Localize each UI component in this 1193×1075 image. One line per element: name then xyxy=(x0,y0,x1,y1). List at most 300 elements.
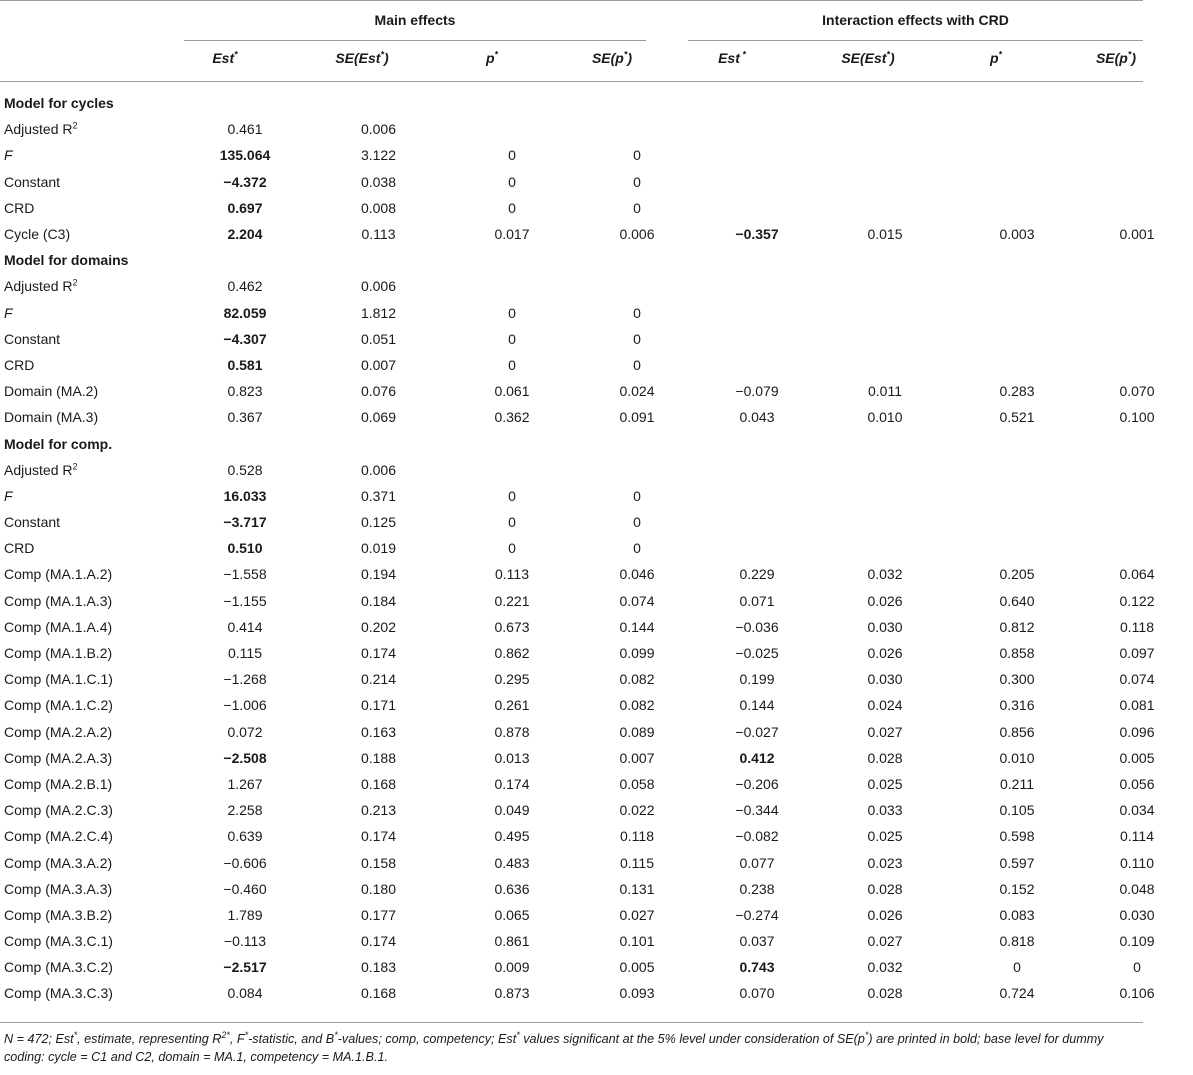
table-row xyxy=(0,300,1193,326)
cell-value: −2.517 xyxy=(223,959,267,976)
row-label xyxy=(0,849,180,875)
cell-value: 0.856 xyxy=(999,723,1035,740)
cell-value: 0.144 xyxy=(739,697,775,714)
cell-value: 0.025 xyxy=(867,828,903,845)
cell-value: 0.049 xyxy=(494,802,530,819)
table-row xyxy=(0,902,1193,928)
group-main-rule xyxy=(184,40,646,41)
cell-value: 0.823 xyxy=(227,383,263,400)
cell-value: 0.214 xyxy=(360,671,397,688)
cell-value: 0.812 xyxy=(999,618,1035,635)
cell-value xyxy=(697,457,817,483)
cell-value: 0.205 xyxy=(999,566,1035,583)
col-p-int: p* xyxy=(989,49,1003,66)
cell-value xyxy=(697,116,817,142)
cell-value: 0.097 xyxy=(1119,645,1155,662)
cell-value: 0.862 xyxy=(494,645,530,662)
cell-value: 0.048 xyxy=(1119,880,1155,897)
row-label-text: Comp (MA.3.A.3) xyxy=(4,880,113,897)
row-label-text: Comp (MA.2.C.4) xyxy=(4,828,113,845)
row-label-text: Constant xyxy=(4,330,61,347)
cell-value: 0.114 xyxy=(1120,828,1154,845)
cell-value: 0.639 xyxy=(227,828,263,845)
cell-value: 0.177 xyxy=(360,906,397,923)
col-se-est-main: SE(Est*) xyxy=(335,49,389,66)
cell-value xyxy=(817,535,953,561)
cell-value: 0.697 xyxy=(227,199,263,216)
cell-value xyxy=(697,326,817,352)
cell-value: 0.168 xyxy=(360,775,397,792)
table-row xyxy=(0,692,1193,718)
cell-value: −1.155 xyxy=(223,592,267,609)
row-label xyxy=(0,928,180,954)
cell-value xyxy=(953,142,1081,168)
cell-value: 0.188 xyxy=(360,749,397,766)
cell-value: 0.861 xyxy=(494,933,530,950)
cell-value: 135.064 xyxy=(219,147,271,164)
table-row xyxy=(0,142,1193,168)
cell-value: 0.006 xyxy=(619,226,655,243)
cell-value: 0.673 xyxy=(494,618,530,635)
cell-value: 0.183 xyxy=(360,959,397,976)
cell-value: 2.204 xyxy=(227,226,263,243)
cell-value xyxy=(817,116,953,142)
table-row xyxy=(0,849,1193,875)
section-row xyxy=(0,430,1193,456)
row-label xyxy=(0,378,180,404)
col-se-p-int: SE(p*) xyxy=(1095,49,1137,66)
cell-value: 0.019 xyxy=(360,540,397,557)
cell-value: 0 xyxy=(633,199,641,216)
cell-value: 0.118 xyxy=(1120,618,1154,635)
cell-value: 0.026 xyxy=(867,645,903,662)
row-label-text: F xyxy=(4,304,13,321)
cell-value: 0.023 xyxy=(867,854,903,871)
row-label xyxy=(0,954,180,980)
row-label-text: CRD xyxy=(4,540,35,557)
cell-value xyxy=(1081,169,1193,195)
cell-value xyxy=(1081,352,1193,378)
cell-value: 0.093 xyxy=(619,985,655,1002)
cell-value: 82.059 xyxy=(223,304,267,321)
table-row xyxy=(0,797,1193,823)
cell-value xyxy=(697,509,817,535)
cell-value: −0.025 xyxy=(735,645,779,662)
cell-value: 0.171 xyxy=(360,697,397,714)
row-label-text: Comp (MA.3.C.2) xyxy=(4,959,113,976)
table-row xyxy=(0,273,1193,299)
row-label xyxy=(0,221,180,247)
table-row xyxy=(0,457,1193,483)
cell-value: 0.597 xyxy=(999,854,1035,871)
cell-value: 0.636 xyxy=(494,880,530,897)
cell-value: 0.528 xyxy=(227,461,263,478)
cell-value: 0.006 xyxy=(360,278,397,295)
row-label-sup: 2 xyxy=(72,277,78,288)
row-label-sup: 2 xyxy=(72,120,78,131)
cell-value: −0.357 xyxy=(735,226,779,243)
cell-value: 0.027 xyxy=(619,906,655,923)
table-row xyxy=(0,666,1193,692)
cell-value: 0 xyxy=(633,173,641,190)
table-row xyxy=(0,771,1193,797)
col-se-est-int: SE(Est*) xyxy=(841,49,895,66)
cell-value: 0.076 xyxy=(360,383,397,400)
cell-value: 0.084 xyxy=(227,985,263,1002)
table-footnote: N = 472; Est*, estimate, representing $R^{2*}$, F*-statistic, and B*-values; comp, competency; Est* values significant at the 5% level under consideration of SE(p*) are printed in bold; base level for dummy coding: cycle = C1 and C2, domain = MA.1, competency = MA.1.B.1. xyxy=(4,1029,1104,1064)
cell-value: 0.091 xyxy=(619,409,655,426)
row-label xyxy=(0,195,180,221)
cell-value: 0.118 xyxy=(620,828,654,845)
cell-value: 0.174 xyxy=(360,828,397,845)
row-label-text: Cycle (C3) xyxy=(4,226,71,243)
table-row xyxy=(0,954,1193,980)
cell-value: 0.017 xyxy=(494,226,530,243)
cell-value xyxy=(447,116,577,142)
cell-value: 0.174 xyxy=(494,775,530,792)
cell-value: −0.079 xyxy=(735,383,779,400)
cell-value: −0.082 xyxy=(735,828,779,845)
cell-value: −0.274 xyxy=(735,906,779,923)
cell-value xyxy=(1081,509,1193,535)
cell-value: 0.412 xyxy=(739,749,775,766)
cell-value xyxy=(953,300,1081,326)
cell-value: 0.074 xyxy=(619,592,655,609)
cell-value: 0.069 xyxy=(360,409,397,426)
cell-value: 0.082 xyxy=(619,671,655,688)
cell-value: 0.010 xyxy=(999,749,1035,766)
cell-value: 0.873 xyxy=(494,985,530,1002)
cell-value xyxy=(817,352,953,378)
group-main-effects: Main effects xyxy=(374,12,456,28)
cell-value: 0 xyxy=(633,487,641,504)
row-label xyxy=(0,797,180,823)
row-label-text: CRD xyxy=(4,199,35,216)
table-row xyxy=(0,378,1193,404)
cell-value: 0.283 xyxy=(999,383,1035,400)
table-row xyxy=(0,561,1193,587)
row-label-text: Comp (MA.1.B.2) xyxy=(4,645,113,662)
cell-value: 0 xyxy=(508,514,516,531)
col-p-main: p* xyxy=(485,49,499,66)
cell-value: 0.462 xyxy=(227,278,263,295)
cell-value xyxy=(447,457,577,483)
col-se-p-main: SE(p*) xyxy=(591,49,633,66)
cell-value xyxy=(697,142,817,168)
cell-value: 0.037 xyxy=(739,933,775,950)
cell-value: 0.001 xyxy=(1119,226,1155,243)
row-label xyxy=(0,876,180,902)
cell-value xyxy=(1081,535,1193,561)
row-label-text: Comp (MA.1.A.2) xyxy=(4,566,113,583)
cell-value: 0.061 xyxy=(494,383,530,400)
table-row xyxy=(0,352,1193,378)
row-label-text: Comp (MA.2.A.2) xyxy=(4,723,113,740)
cell-value: 0.174 xyxy=(360,645,397,662)
group-interaction-effects: Interaction effects with CRD xyxy=(822,12,1009,28)
row-label xyxy=(0,142,180,168)
cell-value: 0.028 xyxy=(867,749,903,766)
row-label xyxy=(0,457,180,483)
cell-value: 0.011 xyxy=(868,383,902,400)
cell-value xyxy=(817,326,953,352)
row-label xyxy=(0,483,180,509)
row-label-text: Domain (MA.2) xyxy=(4,383,99,400)
cell-value: 0.105 xyxy=(999,802,1035,819)
row-label xyxy=(0,980,180,1006)
cell-value xyxy=(817,509,953,535)
row-label xyxy=(0,666,180,692)
cell-value: 0.007 xyxy=(360,356,397,373)
cell-value: 0 xyxy=(633,514,641,531)
cell-value: 0.024 xyxy=(867,697,903,714)
row-label-text: F xyxy=(4,147,13,164)
cell-value xyxy=(1081,326,1193,352)
cell-value: −2.508 xyxy=(223,749,267,766)
cell-value: 0.051 xyxy=(360,330,397,347)
cell-value: 0.077 xyxy=(739,854,775,871)
results-table xyxy=(0,90,1193,1007)
row-label-text: Comp (MA.2.B.1) xyxy=(4,775,113,792)
cell-value: 0.006 xyxy=(360,461,397,478)
cell-value: 0.211 xyxy=(1000,775,1034,792)
cell-value xyxy=(953,273,1081,299)
cell-value: 0.030 xyxy=(867,671,903,688)
table-row xyxy=(0,745,1193,771)
cell-value: 0.003 xyxy=(999,226,1035,243)
cell-value: 0.144 xyxy=(619,618,655,635)
cell-value: 0 xyxy=(1133,959,1141,976)
bottom-rule xyxy=(0,1022,1143,1023)
cell-value: 0.064 xyxy=(1119,566,1155,583)
cell-value: 0.168 xyxy=(360,985,397,1002)
section-title: Model for domains xyxy=(4,252,129,269)
row-label xyxy=(0,614,180,640)
cell-value: 0 xyxy=(508,199,516,216)
row-label xyxy=(0,719,180,745)
cell-value xyxy=(1081,116,1193,142)
cell-value: 0.109 xyxy=(1119,933,1155,950)
row-label xyxy=(0,902,180,928)
cell-value xyxy=(697,300,817,326)
row-label-text: Comp (MA.1.C.1) xyxy=(4,671,113,688)
cell-value: 0.028 xyxy=(867,985,903,1002)
table-row xyxy=(0,876,1193,902)
row-label-text: F xyxy=(4,487,13,504)
cell-value: 0.221 xyxy=(494,592,530,609)
cell-value: 0.131 xyxy=(619,880,655,897)
table-row xyxy=(0,719,1193,745)
cell-value: 0 xyxy=(633,147,641,164)
cell-value: −3.717 xyxy=(223,514,267,531)
row-label xyxy=(0,404,180,430)
cell-value: 0.070 xyxy=(1119,383,1155,400)
col-est-main: Est* xyxy=(212,49,238,66)
cell-value: 0.100 xyxy=(1119,409,1155,426)
cell-value xyxy=(697,169,817,195)
cell-value: 0.008 xyxy=(360,199,397,216)
header-rule xyxy=(0,81,1143,82)
table-row xyxy=(0,221,1193,247)
cell-value: 3.122 xyxy=(360,147,397,164)
row-label xyxy=(0,745,180,771)
cell-value: 0 xyxy=(508,356,516,373)
row-label xyxy=(0,509,180,535)
cell-value: 0.025 xyxy=(867,775,903,792)
row-label-text: Comp (MA.3.A.2) xyxy=(4,854,113,871)
cell-value: 0.099 xyxy=(619,645,655,662)
cell-value: −4.307 xyxy=(223,330,267,347)
cell-value: 0 xyxy=(508,147,516,164)
cell-value xyxy=(953,483,1081,509)
cell-value: 0.113 xyxy=(495,566,529,583)
cell-value: 1.267 xyxy=(227,775,263,792)
section-title: Model for comp. xyxy=(4,435,113,452)
cell-value: −0.113 xyxy=(223,933,267,950)
cell-value: 0.038 xyxy=(360,173,397,190)
cell-value: 0.005 xyxy=(619,959,655,976)
cell-value xyxy=(1081,300,1193,326)
cell-value: 0.101 xyxy=(619,933,655,950)
cell-value xyxy=(697,483,817,509)
cell-value xyxy=(817,273,953,299)
cell-value: 0.043 xyxy=(739,409,775,426)
cell-value: −1.006 xyxy=(223,697,267,714)
row-label xyxy=(0,326,180,352)
cell-value: 0.115 xyxy=(620,854,654,871)
cell-value: −0.036 xyxy=(735,618,779,635)
cell-value: 0.461 xyxy=(227,121,263,138)
cell-value xyxy=(817,457,953,483)
cell-value: 0.371 xyxy=(360,487,397,504)
cell-value: 0.818 xyxy=(999,933,1035,950)
cell-value: 0.056 xyxy=(1119,775,1155,792)
cell-value: 0.261 xyxy=(494,697,530,714)
cell-value: 0.046 xyxy=(619,566,655,583)
row-label-text: Comp (MA.3.B.2) xyxy=(4,906,113,923)
cell-value: 0.316 xyxy=(999,697,1035,714)
cell-value: 0.743 xyxy=(739,959,775,976)
cell-value: 0.065 xyxy=(494,906,530,923)
table-row xyxy=(0,169,1193,195)
table-row xyxy=(0,614,1193,640)
row-label-text: Comp (MA.2.C.3) xyxy=(4,802,113,819)
cell-value: 2.258 xyxy=(227,802,263,819)
table-row xyxy=(0,116,1193,142)
row-label-text: CRD xyxy=(4,356,35,373)
cell-value xyxy=(1081,273,1193,299)
row-label-text: Adjusted R xyxy=(4,278,73,295)
cell-value: −1.268 xyxy=(223,671,267,688)
cell-value: 0.028 xyxy=(867,880,903,897)
row-label xyxy=(0,771,180,797)
table-row xyxy=(0,640,1193,666)
cell-value: 0.082 xyxy=(619,697,655,714)
row-label-text: Adjusted R xyxy=(4,461,73,478)
table-row xyxy=(0,980,1193,1006)
cell-value xyxy=(1081,483,1193,509)
cell-value xyxy=(697,535,817,561)
cell-value: 0.184 xyxy=(360,592,397,609)
cell-value: 0.194 xyxy=(360,566,397,583)
cell-value xyxy=(953,116,1081,142)
cell-value: −1.558 xyxy=(223,566,267,583)
cell-value xyxy=(817,195,953,221)
cell-value: 0.581 xyxy=(227,356,263,373)
cell-value: 0.300 xyxy=(999,671,1035,688)
row-label xyxy=(0,561,180,587)
cell-value: 0.027 xyxy=(867,723,903,740)
cell-value: −0.206 xyxy=(735,775,779,792)
cell-value xyxy=(953,509,1081,535)
cell-value: 0.074 xyxy=(1119,671,1155,688)
cell-value: 0 xyxy=(633,540,641,557)
cell-value: 0.010 xyxy=(867,409,903,426)
cell-value: 0.026 xyxy=(867,592,903,609)
row-label-text: Comp (MA.1.A.3) xyxy=(4,592,113,609)
row-label xyxy=(0,352,180,378)
cell-value xyxy=(697,273,817,299)
cell-value xyxy=(817,483,953,509)
cell-value xyxy=(953,169,1081,195)
row-label-text: Comp (MA.3.C.3) xyxy=(4,985,113,1002)
row-label-text: Constant xyxy=(4,173,61,190)
row-label-text: Comp (MA.1.C.2) xyxy=(4,697,113,714)
cell-value: 0.083 xyxy=(999,906,1035,923)
cell-value: 0.026 xyxy=(867,906,903,923)
cell-value: 0.158 xyxy=(360,854,397,871)
cell-value: 1.789 xyxy=(227,906,263,923)
cell-value: 0.229 xyxy=(739,566,775,583)
row-label-text: Comp (MA.2.A.3) xyxy=(4,749,113,766)
row-label xyxy=(0,588,180,614)
cell-value: 0.030 xyxy=(867,618,903,635)
cell-value: 0.878 xyxy=(494,723,530,740)
cell-value xyxy=(697,352,817,378)
group-interaction-rule xyxy=(688,40,1143,41)
cell-value xyxy=(953,326,1081,352)
cell-value: 0 xyxy=(1013,959,1021,976)
cell-value: 0 xyxy=(633,356,641,373)
section-title: Model for cycles xyxy=(4,95,114,112)
cell-value: 0.213 xyxy=(360,802,397,819)
cell-value: 0 xyxy=(633,304,641,321)
cell-value xyxy=(953,352,1081,378)
cell-value: 0.238 xyxy=(739,880,775,897)
row-label xyxy=(0,273,180,299)
row-label-text: Domain (MA.3) xyxy=(4,409,99,426)
cell-value: 1.812 xyxy=(360,304,397,321)
cell-value: −0.027 xyxy=(735,723,779,740)
row-label xyxy=(0,823,180,849)
table-row xyxy=(0,535,1193,561)
table-row xyxy=(0,588,1193,614)
row-label xyxy=(0,640,180,666)
row-label xyxy=(0,535,180,561)
cell-value: 0.071 xyxy=(739,592,775,609)
cell-value: 0.058 xyxy=(619,775,655,792)
row-label xyxy=(0,300,180,326)
cell-value xyxy=(447,273,577,299)
cell-value: 0 xyxy=(508,540,516,557)
cell-value: 0 xyxy=(508,330,516,347)
cell-value: 0.070 xyxy=(739,985,775,1002)
table-row xyxy=(0,928,1193,954)
cell-value: 0.027 xyxy=(867,933,903,950)
cell-value xyxy=(817,169,953,195)
table-row xyxy=(0,404,1193,430)
cell-value: 0.005 xyxy=(1119,749,1155,766)
